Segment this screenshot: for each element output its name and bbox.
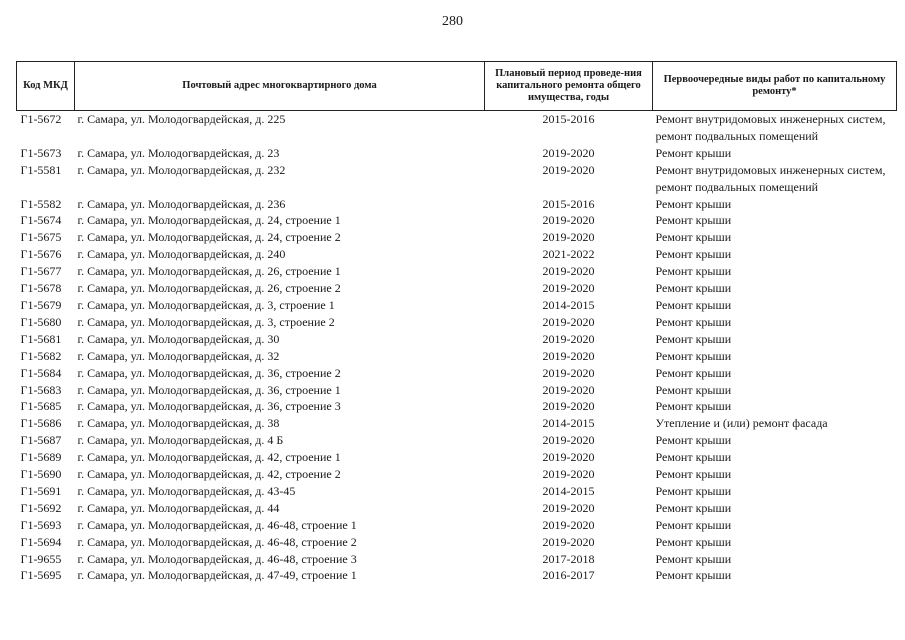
address-cell: г. Самара, ул. Молодогвардейская, д. 3, строение 1: [77, 297, 335, 312]
code-cell: Г1-5695: [20, 568, 62, 583]
period-cell: 2019-2020: [542, 314, 595, 329]
address-cell: г. Самара, ул. Молодогвардейская, д. 30: [77, 331, 280, 346]
header-works: Первоочередные виды работ по капитальному ремонту*: [653, 62, 897, 111]
code-cell: Г1-5581: [20, 162, 62, 177]
address-cell: г. Самара, ул. Молодогвардейская, д. 232: [77, 162, 286, 177]
table-row: [17, 212, 897, 229]
address-cell: г. Самара, ул. Молодогвардейская, д. 42, строение 2: [77, 467, 341, 482]
buildings-table: [16, 61, 897, 584]
address-cell: г. Самара, ул. Молодогвардейская, д. 225: [77, 112, 286, 126]
works-cell: Ремонт крыши: [655, 213, 732, 228]
table-row: [17, 382, 897, 399]
works-cell: Ремонт крыши: [655, 500, 732, 515]
period-cell: 2019-2020: [542, 433, 595, 448]
period-cell: 2019-2020: [542, 281, 595, 296]
period-cell: 2014-2015: [542, 416, 595, 431]
works-cell: Ремонт крыши: [655, 467, 732, 482]
code-cell: Г1-5681: [20, 331, 62, 346]
period-cell: 2015-2016: [542, 112, 595, 126]
address-cell: г. Самара, ул. Молодогвардейская, д. 4 Б: [77, 433, 284, 448]
address-cell: г. Самара, ул. Молодогвардейская, д. 26, строение 2: [77, 281, 341, 296]
address-cell: г. Самара, ул. Молодогвардейская, д. 46-48, строение 3: [77, 551, 357, 566]
period-cell: 2019-2020: [542, 517, 595, 532]
table-row: [17, 314, 897, 331]
works-cell: Ремонт крыши: [655, 517, 732, 532]
works-cell: Ремонт крыши: [655, 399, 732, 414]
table-body: [17, 111, 897, 585]
works-cell: Ремонт крыши: [655, 450, 732, 465]
address-cell: г. Самара, ул. Молодогвардейская, д. 23: [77, 145, 280, 160]
period-cell: 2019-2020: [542, 467, 595, 482]
table-row: [17, 263, 897, 280]
address-cell: г. Самара, ул. Молодогвардейская, д. 36, строение 2: [77, 365, 341, 380]
page-number: 280: [442, 14, 463, 29]
period-cell: 2019-2020: [542, 230, 595, 245]
table-row: [17, 449, 897, 466]
address-cell: г. Самара, ул. Молодогвардейская, д. 44: [77, 500, 280, 515]
works-cell: Ремонт крыши: [655, 230, 732, 245]
address-cell: г. Самара, ул. Молодогвардейская, д. 43-45: [77, 483, 296, 498]
address-cell: г. Самара, ул. Молодогвардейская, д. 42, строение 1: [77, 450, 341, 465]
table-row: [17, 534, 897, 551]
table-row: [17, 517, 897, 534]
works-cell: Ремонт крыши: [655, 348, 732, 363]
table-row: [17, 145, 897, 162]
works-cell: Ремонт крыши: [655, 568, 732, 583]
table-row: [17, 280, 897, 297]
table-row: [17, 331, 897, 348]
works-cell: Ремонт крыши: [655, 196, 732, 211]
address-cell: г. Самара, ул. Молодогвардейская, д. 46-48, строение 1: [77, 517, 357, 532]
code-cell: Г1-5686: [20, 416, 62, 431]
address-cell: г. Самара, ул. Молодогвардейская, д. 26, строение 1: [77, 264, 341, 279]
works-cell: Ремонт внутридомовых инженерных систем, ремонт подвальных помещений: [655, 112, 886, 143]
code-cell: Г1-9655: [20, 551, 62, 566]
table-row: [17, 162, 897, 196]
period-cell: 2019-2020: [542, 399, 595, 414]
code-cell: Г1-5582: [20, 196, 62, 211]
period-cell: 2019-2020: [542, 382, 595, 397]
table-row: [17, 348, 897, 365]
table-row: [17, 567, 897, 584]
table-row: [17, 483, 897, 500]
works-cell: Ремонт крыши: [655, 281, 732, 296]
code-cell: Г1-5682: [20, 348, 62, 363]
address-cell: г. Самара, ул. Молодогвардейская, д. 24, строение 2: [77, 230, 341, 245]
address-cell: г. Самара, ул. Молодогвардейская, д. 3, строение 2: [77, 314, 335, 329]
works-cell: Ремонт крыши: [655, 382, 732, 397]
period-cell: 2019-2020: [542, 213, 595, 228]
works-cell: Ремонт крыши: [655, 483, 732, 498]
header-address: Почтовый адрес многоквартирного дома: [75, 62, 485, 111]
table-row: [17, 229, 897, 246]
works-cell: Ремонт крыши: [655, 314, 732, 329]
works-cell: Ремонт крыши: [655, 145, 732, 160]
period-cell: 2019-2020: [542, 145, 595, 160]
works-cell: Ремонт крыши: [655, 297, 732, 312]
table-row: [17, 398, 897, 415]
table-row: [17, 297, 897, 314]
code-cell: Г1-5672: [20, 112, 62, 126]
table-row: [17, 466, 897, 483]
header-code: Код МКД: [17, 62, 75, 111]
code-cell: Г1-5683: [20, 382, 62, 397]
period-cell: 2019-2020: [542, 365, 595, 380]
works-cell: Утепление и (или) ремонт фасада: [655, 416, 828, 431]
code-cell: Г1-5680: [20, 314, 62, 329]
period-cell: 2019-2020: [542, 534, 595, 549]
period-cell: 2014-2015: [542, 297, 595, 312]
code-cell: Г1-5689: [20, 450, 62, 465]
code-cell: Г1-5693: [20, 517, 62, 532]
period-cell: 2016-2017: [542, 568, 595, 583]
period-cell: 2015-2016: [542, 196, 595, 211]
table-row: [17, 500, 897, 517]
table-row: [17, 365, 897, 382]
table-row: [17, 111, 897, 145]
code-cell: Г1-5677: [20, 264, 62, 279]
address-cell: г. Самара, ул. Молодогвардейская, д. 24, строение 1: [77, 213, 341, 228]
table-header: [17, 62, 897, 111]
period-cell: 2019-2020: [542, 331, 595, 346]
code-cell: Г1-5690: [20, 467, 62, 482]
works-cell: Ремонт крыши: [655, 264, 732, 279]
works-cell: Ремонт крыши: [655, 551, 732, 566]
address-cell: г. Самара, ул. Молодогвардейская, д. 32: [77, 348, 280, 363]
period-cell: 2019-2020: [542, 162, 595, 177]
code-cell: Г1-5685: [20, 399, 62, 414]
code-cell: Г1-5678: [20, 281, 62, 296]
code-cell: Г1-5673: [20, 145, 62, 160]
table-row: [17, 432, 897, 449]
period-cell: 2017-2018: [542, 551, 595, 566]
code-cell: Г1-5694: [20, 534, 62, 549]
table-row: [17, 196, 897, 213]
code-cell: Г1-5679: [20, 297, 62, 312]
address-cell: г. Самара, ул. Молодогвардейская, д. 46-48, строение 2: [77, 534, 357, 549]
works-cell: Ремонт внутридомовых инженерных систем, ремонт подвальных помещений: [655, 162, 886, 194]
address-cell: г. Самара, ул. Молодогвардейская, д. 36, строение 1: [77, 382, 341, 397]
works-cell: Ремонт крыши: [655, 247, 732, 262]
table-row: [17, 246, 897, 263]
header-period: Плановый период проведе-ния капитального ремонта общего имущества, годы: [485, 62, 653, 111]
address-cell: г. Самара, ул. Молодогвардейская, д. 236: [77, 196, 286, 211]
works-cell: Ремонт крыши: [655, 534, 732, 549]
period-cell: 2014-2015: [542, 483, 595, 498]
period-cell: 2019-2020: [542, 264, 595, 279]
code-cell: Г1-5675: [20, 230, 62, 245]
buildings-table-wrapper: [16, 61, 896, 584]
address-cell: г. Самара, ул. Молодогвардейская, д. 240: [77, 247, 286, 262]
period-cell: 2019-2020: [542, 450, 595, 465]
period-cell: 2019-2020: [542, 348, 595, 363]
works-cell: Ремонт крыши: [655, 365, 732, 380]
works-cell: Ремонт крыши: [655, 331, 732, 346]
period-cell: 2019-2020: [542, 500, 595, 515]
code-cell: Г1-5692: [20, 500, 62, 515]
table-row: [17, 415, 897, 432]
address-cell: г. Самара, ул. Молодогвардейская, д. 47-49, строение 1: [77, 568, 357, 583]
period-cell: 2021-2022: [542, 247, 595, 262]
code-cell: Г1-5676: [20, 247, 62, 262]
code-cell: Г1-5674: [20, 213, 62, 228]
code-cell: Г1-5691: [20, 483, 62, 498]
table-row: [17, 551, 897, 568]
address-cell: г. Самара, ул. Молодогвардейская, д. 38: [77, 416, 280, 431]
address-cell: г. Самара, ул. Молодогвардейская, д. 36, строение 3: [77, 399, 341, 414]
code-cell: Г1-5684: [20, 365, 62, 380]
code-cell: Г1-5687: [20, 433, 62, 448]
works-cell: Ремонт крыши: [655, 433, 732, 448]
